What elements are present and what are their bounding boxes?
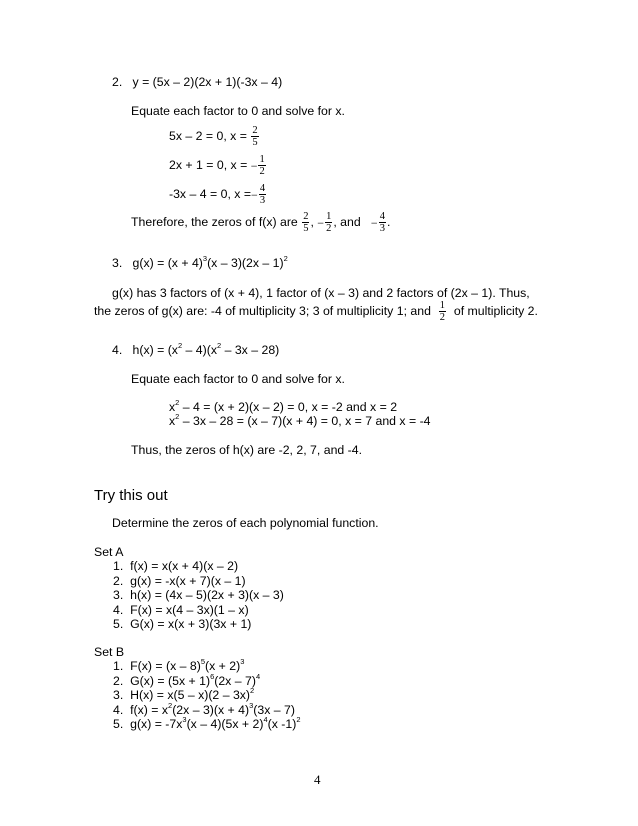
ex4-conclusion: Thus, the zeros of h(x) are -2, 2, 7, and -4. (131, 443, 363, 457)
ex4-equation: 4. $h(x) = (x^2 - 4)(x^2 - 3x - 28)$ (112, 340, 280, 357)
fraction: $\frac{1}{2}$ (439, 300, 446, 324)
ex4-step1: $x^2 - 4 = (x + 2)(x - 2) = 0$, x = -2 and x = 2 (169, 397, 398, 414)
set-a-item: 5. G(x) = x(x + 3)(3x + 1) (113, 617, 252, 631)
set-a-item: 3. h(x) = (4x – 5)(2x + 3)(x – 3) (113, 588, 284, 602)
set-a-label: Set A (94, 545, 124, 559)
set-b-item: 4. $f(x) = x^2(2x - 3)(x + 4)^3(3x - 7)$ (113, 700, 295, 717)
ex4-step2: $x^2 - 3x - 28 = (x - 7)(x + 4) = 0$, x = 7 and x = -4 (169, 411, 431, 428)
set-b-item: 3. H(x) = x(5 – x)(2 – 3x)$^2$ (113, 685, 255, 702)
ex2-conclusion: Therefore, the zeros of f(x) are $\frac{2}{5}$ , − $\frac{1}{2}$ , and − $\frac{4}{3}$ . (131, 211, 391, 235)
page-number: 4 (314, 772, 321, 787)
set-a-item: 4. F(x) = x(4 – 3x)(1 – x) (113, 603, 249, 617)
fraction: $\frac{2}{5}$ (252, 125, 258, 149)
set-b-item: 5. $g(x) = -7x^3(x - 4)(5x + 2)^4(x$ -1)$^2$ (113, 714, 301, 731)
fraction: $\frac{2}{5}$ (303, 211, 309, 235)
set-a-item: 1. f(x) = x(x + 4)(x – 2) (113, 559, 239, 573)
ex2-instruction: Equate each factor to 0 and solve for x. (131, 104, 345, 118)
set-b-item: 2. $G(x) = (5x + 1)^6(2x - 7)^4$ (113, 671, 261, 688)
ex3-paragraph-line2: the zeros of g(x) are: -4 of multiplicity 3; 3 of multiplicity 1; and $\frac{1}{2}$ of multiplicity 2. (94, 300, 538, 324)
section-heading: Try this out (94, 487, 168, 504)
ex3-equation: 3. $g(x) = (x + 4)^3(x - 3)(2x - 1)^2$ (112, 253, 288, 270)
ex2-step1: 5x – 2 = 0, x = $\frac{2}{5}$ (169, 125, 258, 149)
set-a-item: 2. g(x) = -x(x + 7)(x – 1) (113, 574, 246, 588)
ex2-step3: -3x – 4 = 0, x =− $\frac{4}{3}$ (169, 183, 266, 207)
fraction: $\frac{1}{2}$ (326, 211, 332, 235)
ex2-number: 2. (112, 75, 123, 89)
fraction: $\frac{4}{3}$ (379, 211, 385, 235)
ex2-equation: 2. y = (5x – 2)(2x + 1)(-3x – 4) (112, 75, 283, 89)
ex2-step2: 2x + 1 = 0, x = − $\frac{1}{2}$ (169, 154, 265, 178)
set-b-label: Set B (94, 645, 125, 659)
try-instruction: Determine the zeros of each polynomial function. (112, 516, 379, 530)
fraction: $\frac{4}{3}$ (259, 183, 266, 207)
set-b-item: 1. $F(x) = (x - 8)^5(x + 2)^3$ (113, 656, 245, 673)
ex4-instruction: Equate each factor to 0 and solve for x. (131, 372, 345, 386)
ex3-paragraph-line1: g(x) has 3 factors of (x + 4), 1 factor of (x – 3) and 2 factors of (2x – 1). Thus, (112, 286, 530, 300)
fraction: $\frac{1}{2}$ (259, 154, 265, 178)
